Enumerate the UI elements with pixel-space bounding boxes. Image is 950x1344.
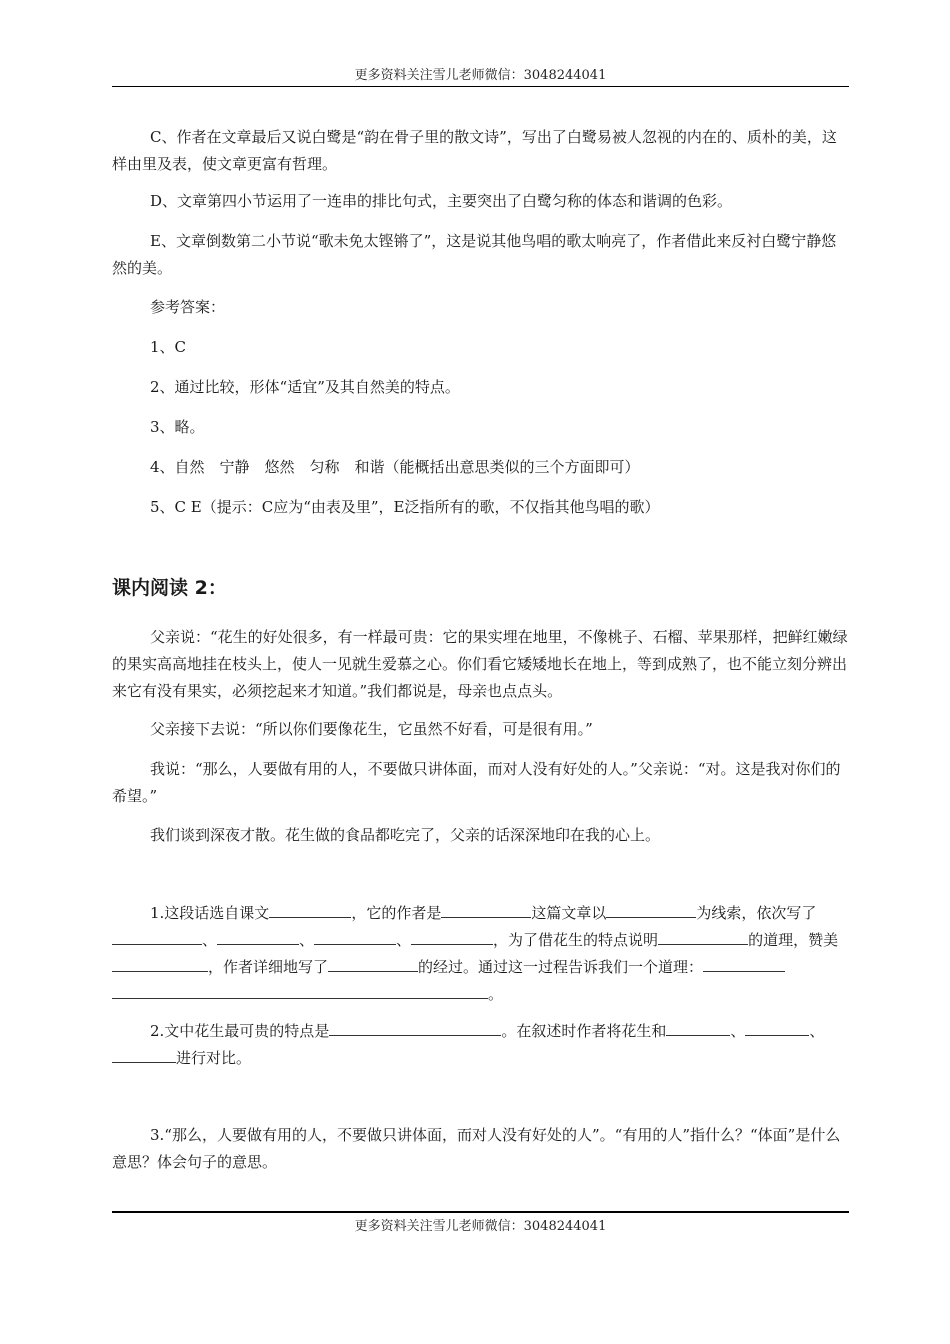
answer-blank[interactable] [217,927,299,945]
answer-3: 3、略。 [150,418,205,436]
passage-paragraph-1: 父亲说：“花生的好处很多，有一样最可贵：它的果实埋在地里，不像桃子、石榴、苹果那样，把鲜红嫩绿的果实高高地挂在枝头上，使人一见就生爱慕之心。你们看它矮矮地长在地上，等到成熟了，也不能立刻分辨出来它有没有果实，必须挖起来才知道。”我们都说是，母亲也点点头。 [112,628,848,700]
answer-blank[interactable] [666,1018,730,1036]
answer-blank[interactable] [112,954,208,972]
answer-blank[interactable] [441,900,531,918]
option-e: E、文章倒数第二小节说“歌未免太铿锵了”，这是说其他鸟唱的歌太响亮了，作者借此来反衬白鹭宁静悠然的美。 [112,232,837,277]
answers-title: 参考答案： [150,298,226,316]
answer-blank[interactable] [703,954,785,972]
answer-blank[interactable] [112,981,488,999]
page-header: 更多资料关注雪儿老师微信：3048244041 [354,68,607,83]
answer-blank[interactable] [606,900,696,918]
answer-1: 1、C [150,338,187,356]
answer-blank[interactable] [329,1018,501,1036]
passage-paragraph-2: 父亲接下去说：“所以你们要像花生，它虽然不好看，可是很有用。” [150,720,593,738]
answer-blank[interactable] [411,927,493,945]
question-2: 2.文中花生最可贵的特点是 。在叙述时作者将花生和 、 、进行对比。 [112,1018,849,1072]
footer-rule [112,1211,849,1213]
answer-blank[interactable] [328,954,418,972]
page-footer: 更多资料关注雪儿老师微信：3048244041 [354,1219,607,1234]
answer-5: 5、C E（提示：C应为“由表及里”，E泛指所有的歌，不仅指其他鸟唱的歌） [150,498,660,516]
option-d: D、文章第四小节运用了一连串的排比句式，主要突出了白鹭匀称的体态和谐调的色彩。 [150,192,733,210]
option-c: C、作者在文章最后又说白鹭是“韵在骨子里的散文诗”，写出了白鹭易被人忽视的内在的、质朴的美，这样由里及表，使文章更富有哲理。 [112,128,837,173]
passage-paragraph-4: 我们谈到深夜才散。花生做的食品都吃完了，父亲的话深深地印在我的心上。 [150,826,661,844]
answer-blank[interactable] [112,927,202,945]
question-3: 3.“那么，人要做有用的人，不要做只讲体面，而对人没有好处的人”。“有用的人”指什么？“体面”是什么意思？体会句子的意思。 [112,1126,841,1171]
answer-blank[interactable] [745,1018,809,1036]
answer-blank[interactable] [112,1045,176,1063]
answer-blank[interactable] [658,927,748,945]
section-title: 课内阅读 2： [112,577,227,599]
answer-blank[interactable] [314,927,396,945]
header-rule [112,86,849,87]
question-1: 1.这段话选自课文 ，它的作者是 这篇文章以 为线索，依次写了、 、 、 ，为了借花生的特点说明 的道理，赞美，作者详细地写了 的经过。通过这一过程告诉我们一个道理：。 [112,900,849,1008]
answer-4: 4、自然 宁静 悠然 匀称 和谐（能概括出意思类似的三个方面即可） [150,458,640,476]
passage-paragraph-3: 我说：“那么，人要做有用的人，不要做只讲体面，而对人没有好处的人。”父亲说：“对。这是我对你们的希望。” [112,760,841,805]
answer-2: 2、通过比较，形体“适宜”及其自然美的特点。 [150,378,460,396]
answer-blank[interactable] [269,900,351,918]
